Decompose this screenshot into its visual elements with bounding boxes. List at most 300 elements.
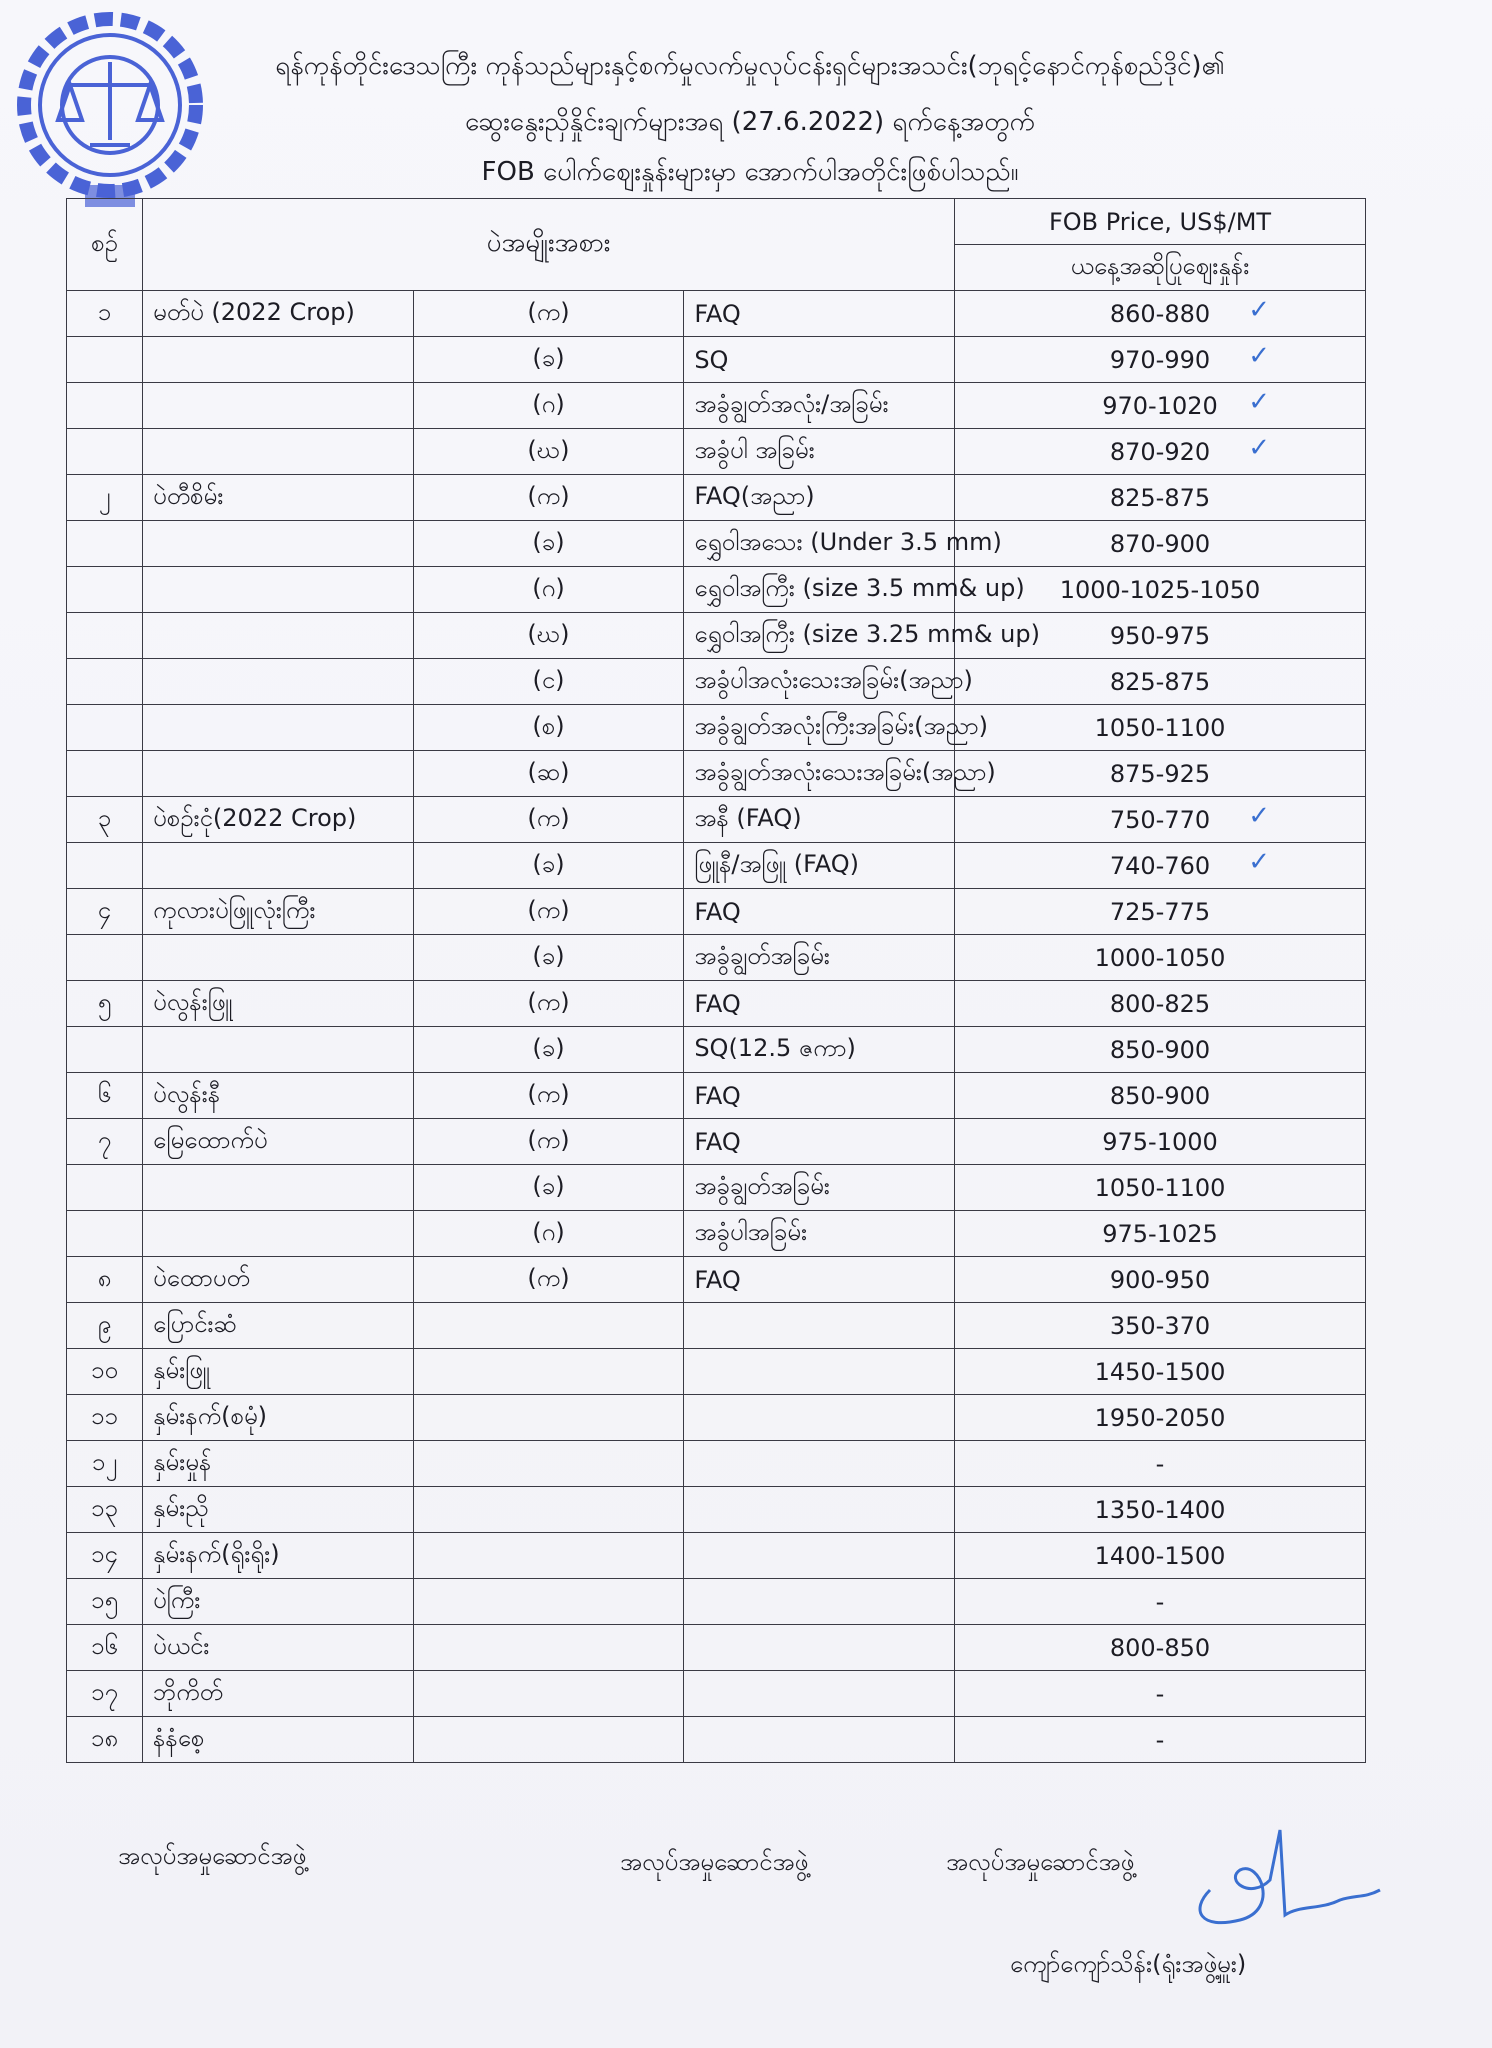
checkmark-icon: ✓ [1248, 847, 1270, 877]
row-grade [684, 1073, 955, 1119]
row-grade [684, 889, 955, 935]
row-price-text: 1350-1400 [1094, 1495, 1226, 1524]
row-sub-index-text: (က) [527, 481, 570, 510]
row-number [67, 429, 143, 475]
row-price [955, 429, 1366, 475]
row-price-text: - [1155, 1679, 1165, 1708]
row-grade [684, 797, 955, 843]
row-price-text: 740-760 [1109, 851, 1211, 880]
row-price [955, 1625, 1366, 1671]
header-no: စဉ် [67, 199, 143, 291]
row-number [67, 1579, 143, 1625]
row-number-text: ၇ [97, 1125, 112, 1154]
row-number-text: ၉ [97, 1309, 112, 1338]
row-bean-name [143, 1303, 414, 1349]
row-price-text: 1400-1500 [1094, 1541, 1226, 1570]
row-grade-text: အခွံပါအခြမ်း [694, 1217, 808, 1246]
row-grade [684, 1349, 955, 1395]
row-price-text: 950-975 [1109, 621, 1211, 650]
row-price [955, 1441, 1366, 1487]
row-grade-text: ဖြူနီ/အဖြူ (FAQ) [694, 849, 860, 878]
row-grade [684, 613, 1040, 659]
row-grade-text: အခွံချွတ်အလုံးသေးအခြမ်း(အညာ) [694, 757, 996, 786]
row-price [955, 1073, 1366, 1119]
row-sub-index [413, 1073, 684, 1119]
table-row [67, 1257, 1366, 1303]
row-number [67, 1487, 143, 1533]
row-bean-name-text: နှမ်းမှုန် [153, 1447, 212, 1476]
row-number [67, 1073, 143, 1119]
row-sub-index [413, 291, 684, 337]
row-sub-index-text: (ဃ) [527, 619, 570, 648]
row-grade-text: FAQ(အညာ) [694, 481, 815, 510]
row-sub-index-text: (ခ) [532, 941, 565, 970]
row-sub-index [413, 981, 684, 1027]
row-price-text: 825-875 [1109, 667, 1211, 696]
row-price [955, 613, 1366, 659]
row-bean-name-text: ပဲလွန်းဖြူ [153, 987, 233, 1016]
header-subtitle-line: FOB ပေါက်ဈေးနှုန်းများမှာ အောက်ပါအတိုင်းဖြစ်ပါသည်။ [481, 157, 1019, 187]
row-price-text: - [1155, 1587, 1165, 1616]
row-price [955, 383, 1366, 429]
row-grade [684, 1487, 955, 1533]
row-sub-index-text: (င) [532, 665, 565, 694]
row-bean-name-text: ပဲလွန်းနီ [153, 1079, 221, 1108]
row-bean-name [143, 1487, 414, 1533]
row-grade-text: အခွံပါအလုံးသေးအခြမ်း(အညာ) [694, 665, 973, 694]
row-price-text: 970-1020 [1102, 391, 1218, 420]
row-sub-index-text: (ဂ) [532, 573, 565, 602]
row-bean-name [143, 383, 414, 429]
row-number [67, 1625, 143, 1671]
row-bean-name-text: ပဲစဉ်းငုံ(2022 Crop) [153, 803, 357, 832]
row-sub-index-text: (က) [527, 1079, 570, 1108]
table-row [67, 1027, 1366, 1073]
table-row [67, 843, 1366, 889]
table-row [67, 291, 1366, 337]
row-price-text: 1950-2050 [1094, 1403, 1226, 1432]
row-number [67, 521, 143, 567]
row-bean-name [143, 705, 414, 751]
row-grade-text: FAQ [694, 1081, 741, 1110]
row-grade-text: အနီ (FAQ) [694, 803, 802, 832]
row-number-text: ၄ [97, 895, 112, 924]
row-sub-index-text: (က) [527, 895, 570, 924]
row-sub-index-text: (ခ) [532, 1171, 565, 1200]
row-grade [684, 843, 955, 889]
row-price-text: - [1155, 1449, 1165, 1478]
row-number-text: ၁၃ [91, 1493, 118, 1522]
row-grade [684, 1211, 955, 1257]
table-row [67, 337, 1366, 383]
row-price [955, 567, 1366, 613]
row-grade [684, 1671, 955, 1717]
row-grade [684, 1717, 955, 1763]
row-number [67, 797, 143, 843]
row-sub-index [413, 1119, 684, 1165]
row-number [67, 659, 143, 705]
row-sub-index [413, 751, 684, 797]
row-sub-index-text: (စ) [532, 711, 565, 740]
table-row [67, 1487, 1366, 1533]
row-sub-index [413, 705, 684, 751]
row-price-text: 800-850 [1109, 1633, 1211, 1662]
row-bean-name-text: ပဲယင်း [153, 1631, 210, 1660]
row-grade-text: အခွံချွတ်အလုံးကြီးအခြမ်း(အညာ) [694, 711, 988, 740]
row-grade [684, 935, 955, 981]
table-row [67, 613, 1366, 659]
row-price-text: 860-880 [1109, 299, 1211, 328]
row-sub-index [413, 1349, 684, 1395]
row-bean-name [143, 981, 414, 1027]
row-sub-index [413, 383, 684, 429]
row-number [67, 1717, 143, 1763]
row-bean-name [143, 1395, 414, 1441]
row-price-text: 970-990 [1109, 345, 1211, 374]
checkmark-icon: ✓ [1248, 801, 1270, 831]
row-number-text: ၁၂ [91, 1447, 118, 1476]
row-price-text: 870-920 [1109, 437, 1211, 466]
row-grade-text: SQ(12.5 ဇကာ) [694, 1033, 856, 1062]
row-price [955, 705, 1366, 751]
header-fob-price: FOB Price, US$/MT [955, 199, 1366, 245]
row-number [67, 981, 143, 1027]
row-bean-name [143, 843, 414, 889]
table-row [67, 475, 1366, 521]
table-row [67, 797, 1366, 843]
row-number [67, 1165, 143, 1211]
row-number-text: ၆ [97, 1079, 112, 1108]
row-sub-index [413, 567, 684, 613]
row-price [955, 1487, 1366, 1533]
row-grade [684, 567, 1025, 613]
row-price-text: 1050-1100 [1094, 713, 1226, 742]
row-grade [684, 1119, 955, 1165]
row-number [67, 751, 143, 797]
row-sub-index-text: (ခ) [532, 849, 565, 878]
row-price-text: - [1155, 1725, 1165, 1754]
row-grade-text: ရွှေဝါအကြီး (size 3.5 mm& up) [694, 573, 1025, 602]
signature-label-2: အလုပ်အမှုဆောင်အဖွဲ့ [620, 1848, 809, 1876]
table-row [67, 1533, 1366, 1579]
row-sub-index [413, 1395, 684, 1441]
row-grade-text: အခွံချွတ်အလုံး/အခြမ်း [694, 389, 889, 418]
table-row [67, 1119, 1366, 1165]
row-grade [684, 1625, 955, 1671]
row-sub-index [413, 1671, 684, 1717]
row-number-text: ၁၁ [91, 1401, 118, 1430]
table-row [67, 383, 1366, 429]
row-price-text: 975-1000 [1102, 1127, 1218, 1156]
fob-price-table [66, 198, 1366, 1763]
row-sub-index [413, 659, 684, 705]
row-price [955, 521, 1366, 567]
row-price [955, 1395, 1366, 1441]
row-number-text: ၈ [97, 1263, 112, 1292]
row-bean-name [143, 1625, 414, 1671]
row-price [955, 1303, 1366, 1349]
row-grade [684, 981, 955, 1027]
row-sub-index [413, 1533, 684, 1579]
row-sub-index-text: (ဂ) [532, 1217, 565, 1246]
row-grade-text: အခွံပါ အခြမ်း [694, 435, 815, 464]
row-number [67, 1211, 143, 1257]
row-bean-name [143, 567, 414, 613]
row-number [67, 475, 143, 521]
row-price-text: 850-900 [1109, 1035, 1211, 1064]
row-number-text: ၃ [97, 803, 112, 832]
row-price [955, 659, 1366, 705]
row-sub-index-text: (က) [527, 1263, 570, 1292]
row-number-text: ၁၆ [91, 1631, 118, 1660]
row-grade [684, 1027, 955, 1073]
row-sub-index [413, 1257, 684, 1303]
row-price [955, 981, 1366, 1027]
table-row [67, 521, 1366, 567]
row-sub-index [413, 935, 684, 981]
row-price-text: 1050-1100 [1094, 1173, 1226, 1202]
table-row [67, 1579, 1366, 1625]
row-grade-text: FAQ [694, 299, 741, 328]
row-price-text: 825-875 [1109, 483, 1211, 512]
row-grade [684, 291, 955, 337]
row-number [67, 291, 143, 337]
row-number [67, 935, 143, 981]
row-bean-name-text: ပြောင်းဆံ [153, 1309, 237, 1338]
row-number [67, 1395, 143, 1441]
row-sub-index-text: (ဂ) [532, 389, 565, 418]
row-price-text: 1000-1025-1050 [1059, 575, 1261, 604]
row-sub-index [413, 475, 684, 521]
table-row [67, 1441, 1366, 1487]
header-bean-type: ပဲအမျိုးအစား [143, 199, 955, 291]
row-grade-text: အခွံချွတ်အခြမ်း [694, 941, 830, 970]
row-sub-index-text: (ဃ) [527, 435, 570, 464]
row-number [67, 843, 143, 889]
row-grade-text: ရွှေဝါအကြီး (size 3.25 mm& up) [694, 619, 1040, 648]
row-grade [684, 521, 1002, 567]
row-price [955, 1257, 1366, 1303]
row-sub-index [413, 521, 684, 567]
table-row [67, 751, 1366, 797]
row-number-text: ၁၇ [91, 1677, 118, 1706]
row-bean-name-text: နှမ်းနက်(ရိုးရိုး) [153, 1539, 280, 1568]
row-price-text: 875-925 [1109, 759, 1211, 788]
row-sub-index [413, 1487, 684, 1533]
row-grade-text: ရွှေဝါအသေး (Under 3.5 mm) [694, 527, 1002, 556]
row-number-text: ၁၈ [90, 1723, 119, 1752]
row-bean-name [143, 1257, 414, 1303]
row-grade-text: SQ [694, 345, 729, 374]
row-number [67, 337, 143, 383]
row-grade [684, 1165, 955, 1211]
row-price-text: 850-900 [1109, 1081, 1211, 1110]
row-number [67, 1671, 143, 1717]
table-row [67, 1717, 1366, 1763]
table-row [67, 1073, 1366, 1119]
row-grade [684, 383, 955, 429]
row-number-text: ၁၀ [91, 1355, 118, 1384]
row-number-text: ၅ [97, 987, 112, 1016]
row-bean-name [143, 291, 414, 337]
row-bean-name [143, 1717, 414, 1763]
checkmark-icon: ✓ [1248, 295, 1270, 325]
row-bean-name-text: နှမ်းညို [153, 1493, 209, 1522]
row-price-text: 1000-1050 [1094, 943, 1226, 972]
row-price-text: 350-370 [1109, 1311, 1211, 1340]
row-price [955, 797, 1366, 843]
row-bean-name [143, 797, 414, 843]
checkmark-icon: ✓ [1248, 433, 1270, 463]
row-price [955, 1349, 1366, 1395]
row-bean-name [143, 475, 414, 521]
row-price [955, 291, 1366, 337]
row-sub-index-text: (က) [527, 1125, 570, 1154]
row-grade [684, 751, 996, 797]
row-grade [684, 475, 955, 521]
row-grade-text: FAQ [694, 989, 741, 1018]
row-sub-index-text: (က) [527, 803, 570, 832]
row-sub-index [413, 1165, 684, 1211]
row-bean-name [143, 1441, 414, 1487]
row-grade [684, 1441, 955, 1487]
row-grade [684, 429, 955, 475]
row-grade [684, 1579, 955, 1625]
row-price-text: 900-950 [1109, 1265, 1211, 1294]
checkmark-icon: ✓ [1248, 387, 1270, 417]
table-row [67, 1395, 1366, 1441]
row-grade [684, 659, 973, 705]
row-sub-index-text: (ခ) [532, 343, 565, 372]
signer-name: ကျော်ကျော်သိန်း(ရုံးအဖွဲ့မှူး) [1010, 1950, 1247, 1978]
row-bean-name-text: မြေထောက်ပဲ [153, 1125, 268, 1154]
table-row [67, 889, 1366, 935]
table-row [67, 1671, 1366, 1717]
row-number [67, 1027, 143, 1073]
row-price [955, 843, 1366, 889]
row-price [955, 1165, 1366, 1211]
row-price [955, 1579, 1366, 1625]
row-sub-index [413, 1579, 684, 1625]
header-title-line: ရန်ကုန်တိုင်းဒေသကြီး ကုန်သည်များနှင့်စက်မှုလက်မှုလုပ်ငန်းရှင်များအသင်း(ဘုရင့်နောင်ကုန်စည်ဒိုင်)၏ [275, 51, 1225, 81]
row-price [955, 751, 1366, 797]
table-row [67, 1625, 1366, 1671]
row-price [955, 935, 1366, 981]
table-row [67, 1211, 1366, 1257]
row-bean-name [143, 751, 414, 797]
row-grade [684, 1395, 955, 1441]
row-bean-name [143, 935, 414, 981]
table-row [67, 567, 1366, 613]
row-sub-index [413, 797, 684, 843]
row-price [955, 1027, 1366, 1073]
header-proposed-price: ယနေ့အဆိုပြုဈေးနှုန်း [955, 245, 1366, 291]
row-price [955, 1671, 1366, 1717]
checkmark-icon: ✓ [1248, 341, 1270, 371]
row-bean-name [143, 1165, 414, 1211]
row-price-text: 750-770 [1109, 805, 1211, 834]
row-bean-name [143, 1671, 414, 1717]
row-number [67, 705, 143, 751]
row-price-text: 870-900 [1109, 529, 1211, 558]
row-grade [684, 1257, 955, 1303]
row-sub-index [413, 1625, 684, 1671]
row-bean-name [143, 337, 414, 383]
row-bean-name [143, 521, 414, 567]
row-number [67, 1533, 143, 1579]
row-sub-index [413, 613, 684, 659]
row-sub-index [413, 1027, 684, 1073]
row-price [955, 1717, 1366, 1763]
row-bean-name-text: နှမ်းဖြူ [153, 1355, 210, 1384]
row-grade-text: FAQ [694, 1127, 741, 1156]
row-sub-index [413, 337, 684, 383]
table-row [67, 935, 1366, 981]
row-bean-name-text: ပဲတီစိမ်း [153, 481, 224, 510]
row-grade-text: FAQ [694, 1265, 741, 1294]
row-price-text: 975-1025 [1102, 1219, 1218, 1248]
handwritten-signature [1170, 1820, 1390, 1940]
row-sub-index [413, 843, 684, 889]
row-bean-name-text: ပဲကြီး [153, 1585, 201, 1614]
row-bean-name-text: နှမ်းနက်(စမုံ) [153, 1401, 268, 1430]
row-bean-name-text: ကုလားပဲဖြူလုံးကြီး [153, 895, 316, 924]
row-bean-name [143, 659, 414, 705]
row-grade [684, 705, 988, 751]
row-sub-index-text: (ဆ) [527, 757, 570, 786]
row-number-text: ၁ [97, 297, 112, 326]
row-bean-name [143, 889, 414, 935]
header-date-line: ဆွေးနွေးညှိနှိုင်းချက်များအရ (27.6.2022) ရက်နေ့အတွက် [464, 107, 1036, 137]
row-grade [684, 337, 955, 383]
row-grade [684, 1533, 955, 1579]
row-price-text: 725-775 [1109, 897, 1211, 926]
row-number [67, 567, 143, 613]
row-sub-index [413, 1211, 684, 1257]
row-bean-name-text: ပဲထောပတ် [153, 1263, 250, 1292]
row-bean-name [143, 1073, 414, 1119]
row-price [955, 889, 1366, 935]
row-number [67, 1303, 143, 1349]
row-number [67, 613, 143, 659]
row-price-text: 800-825 [1109, 989, 1211, 1018]
table-row [67, 705, 1366, 751]
table-row [67, 1303, 1366, 1349]
row-number-text: ၂ [98, 481, 111, 510]
row-bean-name [143, 613, 414, 659]
row-bean-name [143, 1027, 414, 1073]
signature-label-3: အလုပ်အမှုဆောင်အဖွဲ့ [946, 1848, 1135, 1876]
row-number [67, 383, 143, 429]
row-number [67, 1119, 143, 1165]
row-price [955, 475, 1366, 521]
row-bean-name [143, 1579, 414, 1625]
row-price-text: 1450-1500 [1094, 1357, 1226, 1386]
row-sub-index [413, 1441, 684, 1487]
row-price [955, 1119, 1366, 1165]
row-price [955, 1533, 1366, 1579]
table-row [67, 981, 1366, 1027]
table-header-row [67, 199, 1366, 245]
row-sub-index [413, 889, 684, 935]
row-sub-index [413, 1717, 684, 1763]
table-row [67, 1349, 1366, 1395]
row-bean-name-text: နံနံစေ့ [153, 1723, 205, 1752]
row-bean-name-text: ဘိုကိတ် [153, 1677, 223, 1706]
row-bean-name-text: မတ်ပဲ (2022 Crop) [153, 297, 355, 326]
row-price [955, 337, 1366, 383]
row-number-text: ၁၄ [91, 1539, 118, 1568]
